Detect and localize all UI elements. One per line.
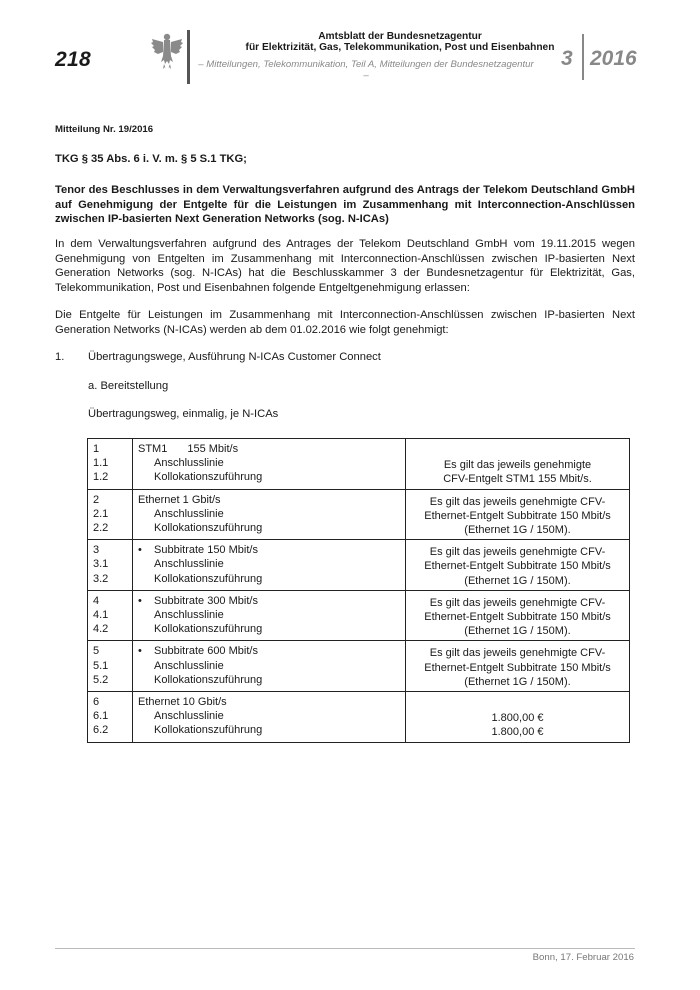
service-title-line [138,543,400,557]
row-numbers [88,590,133,641]
service-subitem: Anschlusslinie [154,659,224,672]
price-text: Es gilt das jeweils genehmigte CFV- [429,495,606,508]
service-title-line [138,493,400,507]
row-price [406,540,630,591]
row-number: 4 [93,594,100,607]
item-title: Übertragungswege, Ausführung N-ICAs Customer Connect [88,351,381,363]
row-number: 3 [93,544,100,557]
service-subitem: Anschlusslinie [154,457,224,470]
row-numbers [88,439,133,490]
bullet-marker: • [138,645,142,658]
service-title-line [138,594,400,608]
row-numbers [88,641,133,692]
service-title: Ethernet 10 Gbit/s [138,696,227,709]
issue-year: 2016 [590,47,637,70]
table-row [88,439,630,490]
row-numbers [88,540,133,591]
tenor-heading: Tenor des Beschlusses in dem Verwaltungsverfahren aufgrund des Antrags der Telekom Deutschland GmbH auf Genehmigung der Entgelte für die Leistungen im Zusammenhang mit Interconnection-Anschlüssen zwischen IP-basierten Next Generation Networks (sog. N-ICAs) [55,184,635,225]
table-caption: Übertragungsweg, einmalig, je N-ICAs [88,408,279,420]
service-title: Subbitrate 150 Mbit/s [154,544,258,557]
row-description [133,590,406,641]
row-numbers [88,692,133,743]
price-text: Es gilt das jeweils genehmigte CFV- [429,546,606,559]
service-title: Subbitrate 300 Mbit/s [154,594,258,607]
approval-paragraph: Die Entgelte für Leistungen im Zusammenhang mit Interconnection-Anschlüssen zwischen IP-basierten Next Generation Networks (N-ICAs) werden ab dem 01.02.2016 wie folgt genehmigt: [55,309,635,336]
service-title: Ethernet 1 Gbit/s [138,493,221,506]
service-subitem: Kollokationszuführung [154,522,263,535]
price-text: (Ethernet 1G / 150M). [464,574,571,587]
table-row [88,641,630,692]
bullet-marker: • [138,544,142,557]
service-title: Subbitrate 600 Mbit/s [154,645,258,658]
service-title-line [138,644,400,658]
price-text: Es gilt das jeweils genehmigte [443,459,592,472]
row-numbers [88,489,133,540]
row-number: 4.1 [93,609,109,622]
row-number: 4.2 [93,623,109,636]
price-table [87,438,630,743]
service-title: STM1 [138,443,168,455]
publisher-line-2: für Elektrizität, Gas, Telekommunikation, Post und Eisenbahnen [245,42,555,53]
row-number: 6.1 [93,710,109,723]
row-number: 6 [93,696,100,709]
service-subitem: Kollokationszuführung [154,623,263,636]
price-text: Ethernet-Entgelt Subbitrate 150 Mbit/s [424,509,611,522]
row-number: 3.1 [93,558,109,571]
publisher-line-1: Amtsblatt der Bundesnetzagentur [318,31,482,42]
service-subitem: Anschlusslinie [154,609,224,622]
row-price [406,641,630,692]
table-row [88,590,630,641]
price-text: Es gilt das jeweils genehmigte CFV- [429,596,606,609]
row-price [406,590,630,641]
service-subitem: Kollokationszuführung [154,673,263,686]
price-text: Es gilt das jeweils genehmigte CFV- [429,647,606,660]
row-price [406,439,630,490]
service-bandwidth: 155 Mbit/s [187,443,239,455]
row-number: 1.1 [93,457,109,470]
row-description [133,489,406,540]
service-title-line [138,695,400,709]
row-number: 1.2 [93,471,109,484]
service-subitem: Kollokationszuführung [154,471,263,484]
row-description [133,641,406,692]
row-price [406,489,630,540]
service-subitem: Kollokationszuführung [154,572,263,585]
row-number: 2.2 [93,522,109,535]
row-number: 5.2 [93,673,109,686]
legal-reference: TKG § 35 Abs. 6 i. V. m. § 5 S.1 TKG; [55,153,247,165]
price-text: 1.800,00 € [491,712,544,725]
price-text: CFV-Entgelt STM1 155 Mbit/s. [443,473,592,486]
row-description [133,540,406,591]
row-number: 2 [93,493,100,506]
sub-item-heading: a. Bereitstellung [88,380,169,392]
row-description [133,692,406,743]
service-title-line [138,442,400,456]
table-row [88,489,630,540]
intro-paragraph: In dem Verwaltungsverfahren aufgrund des Antrages der Telekom Deutschland GmbH vom 19.11.2015 wegen Genehmigung von Entgelten im Zusammenhang mit Interconnection-Anschlüssen zwischen IP-basierten Next Generation Networks (sog. N-ICAs) hat die Beschlusskammer 3 der Bundesnetzagentur für Elektrizität, Gas, Telekommunikation, Post und Eisenbahnen folgende Entgeltgenehmigung erlassen: [55,238,635,294]
row-number: 3.2 [93,572,109,585]
bullet-marker: • [138,594,142,607]
price-text: (Ethernet 1G / 150M). [464,625,571,638]
service-subitem: Anschlusslinie [154,558,224,571]
notice-number: Mitteilung Nr. 19/2016 [55,124,154,135]
issue-number: 3 [561,47,573,70]
federal-eagle-icon [150,30,184,70]
price-text: (Ethernet 1G / 150M). [464,524,571,537]
page-number: 218 [55,48,91,71]
row-number: 5.1 [93,659,109,672]
price-text: Ethernet-Entgelt Subbitrate 150 Mbit/s [424,560,611,573]
table-row [88,692,630,743]
header-subtitle: – Mitteilungen, Telekommunikation, Teil A, Mitteilungen der Bundesnetzagentur – [198,59,534,81]
row-number: 2.1 [93,507,109,520]
footer-divider [55,948,635,949]
item-number: 1. [55,351,65,363]
row-number: 5 [93,645,100,658]
issue-divider [582,34,584,80]
price-text: (Ethernet 1G / 150M). [464,675,571,688]
footer-date: Bonn, 17. Februar 2016 [532,952,634,963]
price-text: Ethernet-Entgelt Subbitrate 150 Mbit/s [424,611,611,624]
row-price [406,692,630,743]
service-subitem: Anschlusslinie [154,507,224,520]
price-text: Ethernet-Entgelt Subbitrate 150 Mbit/s [424,661,611,674]
row-number: 1 [93,443,100,455]
price-text: 1.800,00 € [491,726,544,739]
table-row [88,540,630,591]
row-number: 6.2 [93,724,109,737]
service-subitem: Anschlusslinie [154,710,224,723]
row-description [133,439,406,490]
service-subitem: Kollokationszuführung [154,724,263,737]
